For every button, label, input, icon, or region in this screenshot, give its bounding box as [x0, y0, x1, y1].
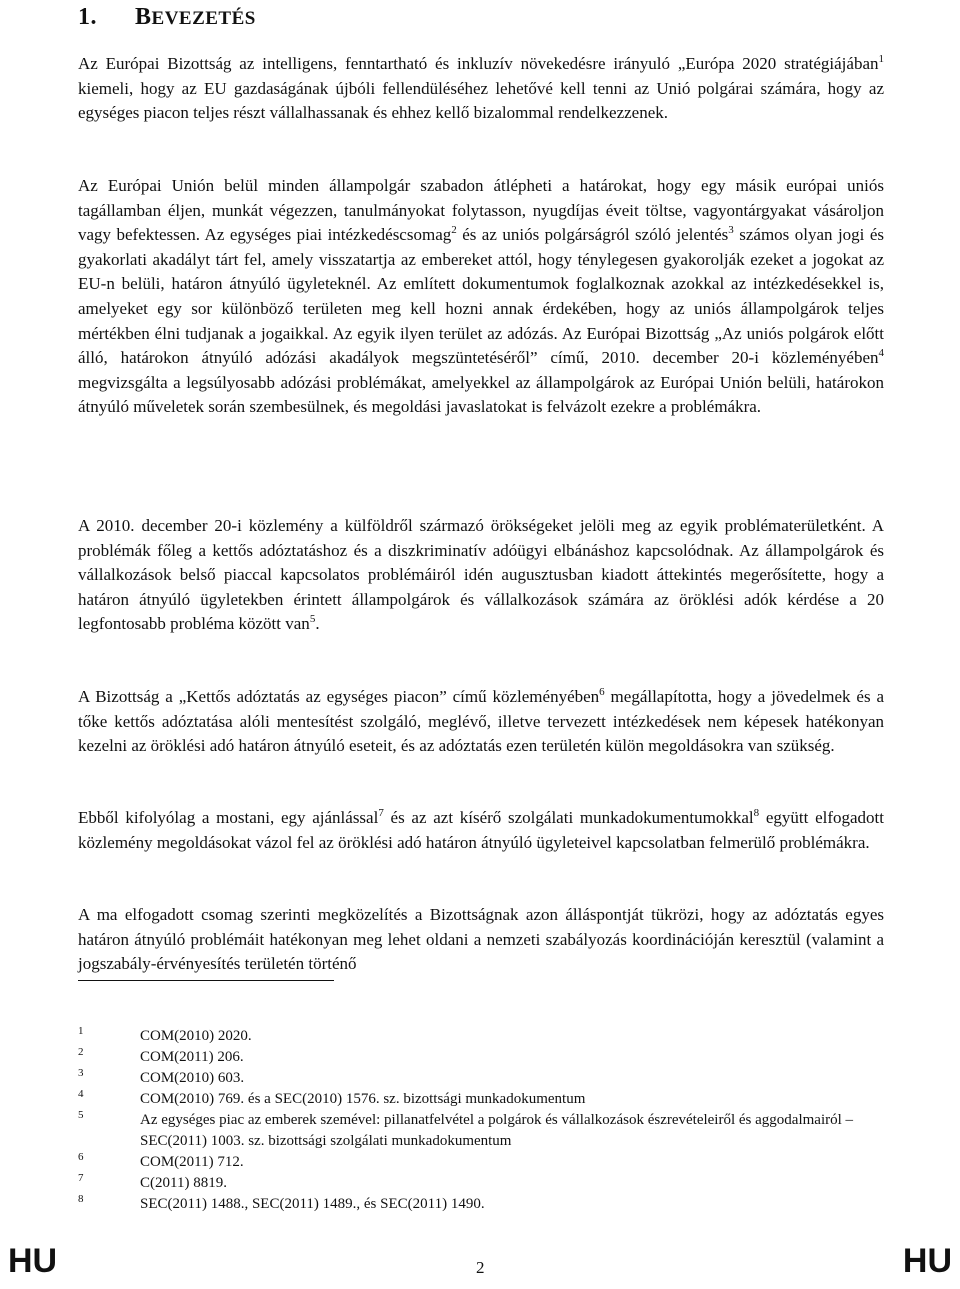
footnote-text: COM(2011) 206. [140, 1049, 244, 1065]
footnote-text: COM(2010) 2020. [140, 1028, 252, 1044]
footnote-number: 5 [78, 1109, 84, 1121]
footnote-item [78, 1110, 888, 1152]
footnote-number: 6 [78, 1151, 84, 1163]
paragraph-free-movement: Az Európai Unión belül minden állampolgár szabadon átlépheti a határokat, hogy egy másik európai uniós tagállamban éljen, munkát végezzen, tanulmányokat folytasson, nyugdíjas éveit töltse, vagyontárgyakat vásároljon vagy befektessen. Az egységes piai intézkedéscsomag$^2$ és az uniós polgárságról szóló jelentés$^3$ számos olyan jogi és gyakorlati akadályt tárt fel, amely visszatartja az embereket attól, hogy ténylegesen gyakorolják ezeket a jogokat az EU-n belüli, határon átnyúló ügyleteknél. Az említett dokumentumok foglalkoznak azokkal az intézkedésekkel is, amelyeket egy sor különböző területen meg kell hozni annak érdekében, hogy az uniós állampolgárok teljes mértékben élni tudjanak a jogaikkal. Az egyik ilyen terület az adózás. Az Európai Bizottság „Az uniós polgárok előtt álló, határokon átnyúló adózási akadályok megszüntetéséről” című, 2010. december 20-i közleményében$^4$ megvizsgálta a legsúlyosabb adózási problémákat, amelyekkel az állampolgárok az Európai Unión belüli, határokon átnyúló műveletek során szembesülnek, és megoldási javaslatokat is felvázolt ezekre a problémákra. [78, 176, 885, 417]
paragraph-approach: A ma elfogadott csomag szerinti megközelítés a Bizottságnak azon álláspontját tükrözi, hogy az adóztatás egyes határon átnyúló problémáit hatékonyan meg lehet oldani a nemzeti szabályozás koordinációján keresztül (valamint a jogszabály-érvényesítés területén történő [78, 905, 884, 974]
footnote-item [78, 1089, 888, 1110]
footnote-item [78, 1026, 888, 1047]
footnote-text: COM(2011) 712. [140, 1154, 244, 1170]
heading-first-letter: B [135, 4, 152, 30]
section-heading [78, 4, 256, 31]
footnote-separator [78, 980, 334, 981]
footnote-item [78, 1173, 888, 1194]
footnotes [78, 1026, 888, 1215]
footnote-text: SEC(2011) 1488., SEC(2011) 1489., és SEC(2011) 1490. [140, 1196, 485, 1212]
footnote-ref[interactable]: 5 [309, 613, 316, 626]
footnote-item [78, 1047, 888, 1068]
footnote-number: 1 [78, 1025, 84, 1037]
footnote-ref[interactable]: 7 [378, 807, 384, 819]
footnote-item [78, 1152, 888, 1173]
footnote-ref[interactable]: 1 [878, 53, 884, 65]
footnote-number: 8 [78, 1193, 84, 1205]
footnote-item [78, 1068, 888, 1089]
footnote-ref[interactable]: 8 [753, 807, 760, 819]
footnote-number: 7 [78, 1172, 84, 1184]
paragraph-double-taxation: A Bizottság a „Kettős adóztatás az egységes piacon” című közleményében$^6$ megállapította, hogy a jövedelmek és a tőke kettős adóztatása alóli mentesítést szolgáló, meglévő, illetve tervezett intézkedések nem képesek hatékonyan kezelni az öröklési adó határon átnyúló eseteit, és az adóztatás ezen területén külön megoldásokra van szükség. [78, 686, 884, 756]
footnote-number: 3 [78, 1067, 84, 1079]
footnote-text: COM(2010) 603. [140, 1070, 245, 1086]
language-code-left: HU [8, 1242, 58, 1280]
footnote-number: 2 [78, 1046, 84, 1058]
paragraph-recommendation: Ebből kifolyólag a mostani, egy ajánlással$^7$ és az azt kísérő szolgálati munkadokumentumokkal$^8$ együtt elfogadott közlemény megoldásokat vázol fel az öröklési adó határon átnyúló ügyleteivel kapcsolatban felmerülő problémákra. [78, 807, 884, 852]
heading-rest: EVEZETÉS [151, 8, 256, 29]
footnote-text: COM(2010) 769. és a SEC(2010) 1576. sz. bizottsági munkadokumentum [140, 1091, 586, 1107]
paragraph-intro: Az Európai Bizottság az intelligens, fenntartható és inkluzív növekedésre irányuló „Európa 2020 stratégiájában$^1$ kiemeli, hogy az EU gazdaságának újbóli fellendüléséhez lehetővé kell tenni az Unió polgárai számára, hogy az egységes piacon teljes részt vállalhassanak és ehhez kellő bizalommal rendelkezzenek. [78, 53, 884, 123]
footnote-ref[interactable]: 3 [728, 224, 734, 237]
footnote-ref[interactable]: 4 [878, 347, 884, 360]
footnote-text: Az egységes piac az emberek szemével: pillanatfelvétel a polgárok és vállalkozások észrevételeiről és aggodalmairól – SEC(2011) 1003. sz. bizottsági szolgálati munkadokumentum [140, 1112, 854, 1149]
paragraph-inheritance-problem: A 2010. december 20-i közlemény a külföldről származó örökségeket jelöli meg az egyik problématerületként. A problémák főleg a kettős adóztatáshoz és a diszkriminatív adóügyi elbánáshoz kapcsolódnak. Az állampolgárok és vállalkozások belső piaccal kapcsolatos problémáiról idén augusztusban kiadott áttekintés megerősítette, hogy a határon átnyúló ügyletekben érintett állampolgárok és vállalkozások számára az öröklési adók kérdése a 20 legfontosabb probléma között van$^5$. [78, 516, 884, 634]
page-number: 2 [476, 1258, 485, 1277]
footnote-item [78, 1194, 888, 1215]
language-code-right: HU [902, 1242, 952, 1280]
footnote-text: C(2011) 8819. [140, 1175, 227, 1191]
footnote-ref[interactable]: 6 [599, 686, 605, 698]
section-number: 1. [78, 4, 97, 30]
footnote-number: 4 [78, 1088, 84, 1100]
footnote-ref[interactable]: 2 [451, 224, 457, 237]
